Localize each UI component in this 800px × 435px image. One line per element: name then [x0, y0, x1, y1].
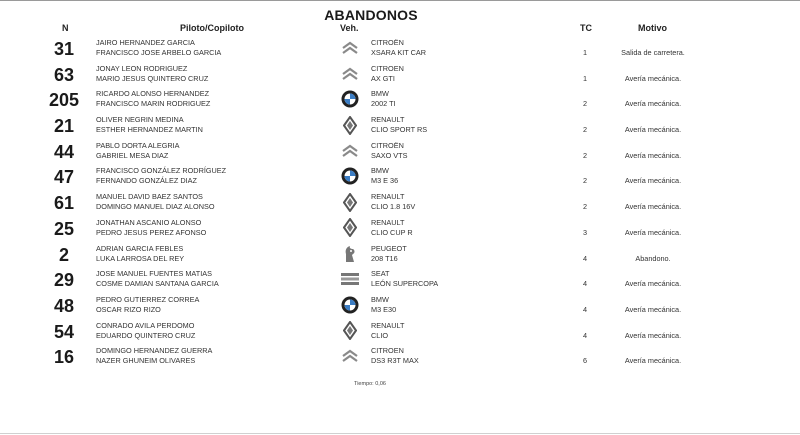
driver-name: OLIVER NEGRIN MEDINA: [96, 115, 184, 125]
codriver-name: GABRIEL MESA DIAZ: [96, 150, 169, 160]
crew: [96, 346, 212, 366]
table-row: [0, 139, 800, 165]
vehicle-brand: RENAULT: [371, 192, 405, 202]
driver-name: PABLO DORTA ALEGRIA: [96, 140, 180, 150]
motivo-value: Avería mecánica.: [624, 356, 682, 366]
table-row: [0, 62, 800, 88]
table-row: [0, 319, 800, 345]
driver-name: CONRADO AVILA PERDOMO: [96, 320, 195, 330]
vehicle: [371, 115, 427, 135]
table-row: [0, 87, 800, 113]
car-number: 21: [53, 116, 75, 137]
header-tc: TC: [580, 23, 592, 33]
tc-value: 2: [582, 150, 588, 160]
motivo-value: Avería mecánica.: [624, 150, 682, 160]
vehicle-model: AX GTI: [371, 73, 395, 83]
tc-value: 6: [582, 356, 588, 366]
codriver-name: DOMINGO MANUEL DIAZ ALONSO: [96, 202, 215, 212]
codriver-name: FRANCISCO MARIN RODRIGUEZ: [96, 99, 211, 109]
tc-value: 4: [582, 304, 588, 314]
vehicle-model: 2002 TI: [371, 99, 396, 109]
codriver-name: LUKA LARROSA DEL REY: [96, 253, 185, 263]
vehicle-brand: CITROEN: [371, 346, 404, 356]
motivo-value: Avería mecánica.: [624, 202, 682, 212]
car-number: 61: [53, 193, 75, 214]
driver-name: JAIRO HERNANDEZ GARCIA: [96, 38, 195, 47]
vehicle-brand: BMW: [371, 166, 389, 176]
vehicle-model: CLIO 1.8 16V: [371, 202, 416, 212]
motivo-value: Avería mecánica.: [624, 279, 682, 289]
motivo-value: Avería mecánica.: [624, 227, 682, 237]
motivo-value: Abandono.: [635, 253, 671, 263]
codriver-name: PEDRO JESUS PEREZ AFONSO: [96, 227, 207, 237]
crew: [96, 166, 226, 186]
codriver-name: OSCAR RIZO RIZO: [96, 304, 161, 314]
bmw-icon: [340, 295, 360, 315]
vehicle: [371, 295, 396, 315]
crew: [96, 89, 210, 109]
vehicle-model: M3 E30: [371, 304, 397, 314]
codriver-name: ESTHER HERNANDEZ MARTIN: [96, 125, 203, 135]
codriver-name: MARIO JESUS QUINTERO CRUZ: [96, 73, 209, 83]
renault-icon: [340, 218, 360, 238]
page-title: ABANDONOS: [324, 7, 418, 23]
codriver-name: EDUARDO QUINTERO CRUZ: [96, 330, 196, 340]
driver-name: JONAY LEON RODRIGUEZ: [96, 63, 188, 73]
table-row: [0, 344, 800, 370]
vehicle-model: DS3 R3T MAX: [371, 356, 419, 366]
motivo-value: Avería mecánica.: [624, 176, 682, 186]
vehicle: [371, 89, 396, 109]
header-motivo: Motivo: [638, 23, 667, 33]
renault-icon: [340, 115, 360, 135]
top-rule: [0, 0, 800, 4]
header-vehiculo: Veh.: [340, 23, 359, 33]
crew: [96, 269, 219, 289]
table-row: [0, 36, 800, 62]
car-number: 54: [53, 321, 75, 342]
car-number: 48: [53, 295, 75, 316]
vehicle-model: M3 E 36: [371, 176, 399, 186]
vehicle-brand: PEUGEOT: [371, 243, 407, 253]
seat-icon: [340, 269, 360, 289]
codriver-name: NAZER GHUNEIM OLIVARES: [96, 356, 196, 366]
motivo-value: Avería mecánica.: [624, 73, 682, 83]
crew: [96, 244, 184, 264]
vehicle-model: CLIO SPORT RS: [371, 125, 428, 135]
car-number: 63: [53, 64, 75, 85]
vehicle-model: XSARA KIT CAR: [371, 48, 427, 57]
tc-value: 2: [582, 125, 588, 135]
table-row: [0, 293, 800, 319]
peugeot-icon: [340, 244, 360, 264]
vehicle: [371, 141, 408, 161]
vehicle-brand: RENAULT: [371, 217, 405, 227]
renault-icon: [340, 321, 360, 341]
bottom-divider: [0, 433, 800, 434]
tc-value: 4: [582, 279, 588, 289]
tc-value: 2: [582, 99, 588, 109]
citroen-icon: [340, 141, 360, 161]
driver-name: FRANCISCO GONZÁLEZ RODRÍGUEZ: [96, 166, 227, 176]
crew: [96, 64, 208, 84]
car-number: 25: [53, 218, 75, 239]
vehicle-brand: CITROEN: [371, 63, 404, 73]
vehicle-model: SAXO VTS: [371, 150, 408, 160]
table-row: [0, 113, 800, 139]
table-row: [0, 267, 800, 293]
codriver-name: FRANCISCO JOSE ARBELO GARCIA: [96, 48, 222, 57]
driver-name: DOMINGO HERNANDEZ GUERRA: [96, 346, 213, 356]
vehicle: [371, 38, 426, 58]
car-number: 205: [48, 90, 80, 111]
bmw-icon: [340, 89, 360, 109]
driver-name: JONATHAN ASCANIO ALONSO: [96, 217, 202, 227]
car-number: 44: [53, 141, 75, 162]
vehicle-brand: CITROËN: [371, 38, 404, 47]
driver-name: PEDRO GUTIERREZ CORREA: [96, 294, 200, 304]
crew: [96, 38, 221, 58]
car-number: 31: [53, 39, 75, 59]
driver-name: ADRIAN GARCIA FEBLES: [96, 243, 184, 253]
renault-icon: [340, 192, 360, 212]
vehicle: [371, 64, 404, 84]
motivo-value: Avería mecánica.: [624, 125, 682, 135]
driver-name: JOSE MANUEL FUENTES MATIAS: [96, 269, 212, 279]
tc-value: 2: [582, 176, 588, 186]
motivo-value: Salida de carretera.: [621, 48, 685, 57]
tc-value: 4: [582, 253, 588, 263]
motivo-value: Avería mecánica.: [624, 304, 682, 314]
vehicle-model: CLIO CUP R: [371, 227, 413, 237]
crew: [96, 115, 203, 135]
vehicle: [371, 166, 398, 186]
motivo-value: Avería mecánica.: [624, 330, 682, 340]
header-piloto: Piloto/Copiloto: [180, 23, 244, 33]
motivo-value: Avería mecánica.: [624, 99, 682, 109]
vehicle-brand: BMW: [371, 294, 389, 304]
vehicle-model: 208 T16: [371, 253, 398, 263]
car-number: 2: [58, 244, 69, 265]
crew: [96, 321, 195, 341]
crew: [96, 295, 199, 315]
vehicle-brand: CITROËN: [371, 140, 404, 150]
vehicle: [371, 321, 405, 341]
citroen-icon: [340, 38, 360, 58]
crew: [96, 192, 215, 212]
tc-value: 1: [582, 73, 588, 83]
vehicle: [371, 218, 413, 238]
timing-footer: Tiempo: 0,06: [354, 381, 386, 387]
vehicle: [371, 244, 407, 264]
car-number: 47: [53, 167, 75, 188]
vehicle-model: CLIO: [371, 330, 389, 340]
citroen-icon: [340, 346, 360, 366]
table-row: [0, 164, 800, 190]
table-row: [0, 216, 800, 242]
table-row: [0, 242, 800, 268]
codriver-name: FERNANDO GONZÁLEZ DIAZ: [96, 176, 197, 186]
header-n: N: [62, 23, 69, 33]
tc-value: 1: [582, 48, 588, 57]
car-number: 29: [53, 270, 75, 291]
bmw-icon: [340, 166, 360, 186]
vehicle-model: LEÓN SUPERCOPA: [371, 279, 439, 289]
codriver-name: COSME DAMIAN SANTANA GARCIA: [96, 279, 219, 289]
abandonos-table: [0, 36, 800, 370]
vehicle-brand: RENAULT: [371, 320, 405, 330]
tc-value: 4: [582, 330, 588, 340]
vehicle-brand: RENAULT: [371, 115, 405, 125]
car-number: 16: [53, 347, 75, 368]
tc-value: 2: [582, 202, 588, 212]
tc-value: 3: [582, 227, 588, 237]
driver-name: RICARDO ALONSO HERNANDEZ: [96, 89, 210, 99]
crew: [96, 218, 206, 238]
table-row: [0, 190, 800, 216]
vehicle: [371, 269, 438, 289]
citroen-icon: [340, 64, 360, 84]
driver-name: MANUEL DAVID BAEZ SANTOS: [96, 192, 203, 202]
vehicle-brand: BMW: [371, 89, 389, 99]
vehicle-brand: SEAT: [371, 269, 390, 279]
crew: [96, 141, 180, 161]
vehicle: [371, 192, 415, 212]
vehicle: [371, 346, 419, 366]
